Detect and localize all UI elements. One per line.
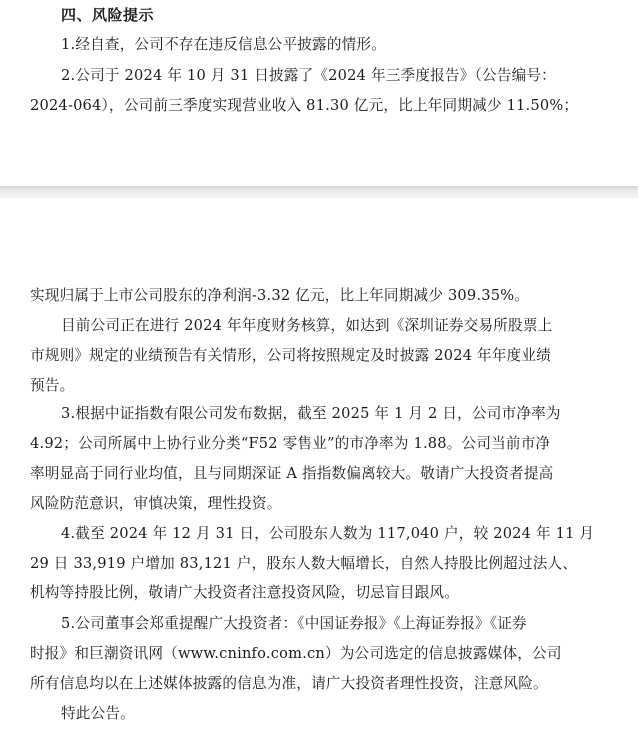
item-1-line: 1.经自查，公司不存在违反信息公平披露的情形。 [61,36,386,53]
item-3-line-3: 率明显高于同行业均值，且与同期深证 A 指指数偏离较大。敬请广大投资者提高 [30,465,554,482]
item-5-line-1: 5.公司董事会郑重提醒广大投资者：《中国证券报》《上海证券报》《证券 [61,615,527,632]
item-2-line-2: 2024-064），公司前三季度实现营业收入 81.30 亿元，比上年同期减少 11.50%； [30,97,579,114]
item-2-line-1: 2.公司于 2024 年 10 月 31 日披露了《2024 年三季度报告》（公告编号： [61,67,556,84]
item-4-line-2: 29 日 33,919 户增加 83,121 户，股东人数大幅增长，自然人持股比例超过法人、 [30,555,578,572]
item-5-line-2: 时报》和巨潮资讯网（www.cninfo.com.cn）为公司选定的信息披露媒体，公司 [30,645,562,662]
item-2-para2-line-2: 市规则》规定的业绩预告有关情形，公司将按照规定及时披露 2024 年年度业绩 [30,347,552,364]
page-break-separator [0,186,638,198]
item-4-line-3: 机构等持股比例，敬请广大投资者注意投资风险，切忌盲目跟风。 [30,584,460,601]
item-2-para2-line-1: 目前公司正在进行 2024 年年度财务核算，如达到《深圳证券交易所股票上 [61,317,553,334]
section-heading: 四、风险提示 [61,6,155,24]
item-3-line-1: 3.根据中证指数有限公司发布数据，截至 2025 年 1 月 2 日，公司市净率为 [61,405,561,422]
document-page-top [0,0,638,186]
item-5-line-3: 所有信息均以在上述媒体披露的信息为准，请广大投资者理性投资，注意风险。 [30,675,548,692]
item-4-line-1: 4.截至 2024 年 12 月 31 日，公司股东人数为 117,040 户，较 2024 年 11 月 [61,525,595,542]
closing-line: 特此公告。 [61,705,135,722]
item-3-line-4: 风险防范意识，审慎决策，理性投资。 [30,495,282,512]
item-2-line-3: 实现归属于上市公司股东的净利润-3.32 亿元，比上年同期减少 309.35%。 [30,287,530,304]
item-2-para2-line-3: 预告。 [30,377,75,394]
item-3-line-2: 4.92；公司所属中上协行业分类“F52 零售业”的市净率为 1.88。公司当前市净 [30,435,551,452]
document-page-bottom [0,198,638,733]
